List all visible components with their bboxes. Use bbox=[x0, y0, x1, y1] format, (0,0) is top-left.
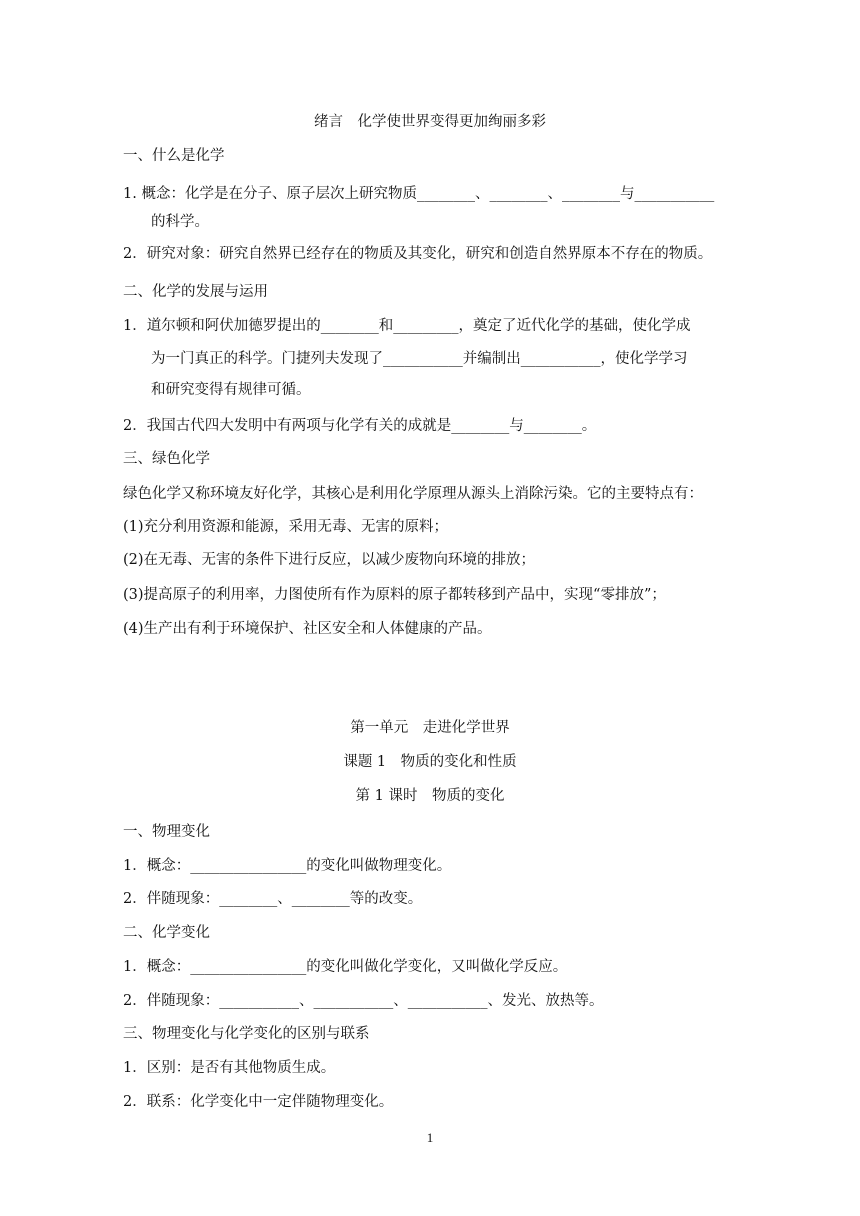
paragraph-line: 和研究变得有规律可循。 bbox=[151, 382, 311, 398]
section-heading: 一、什么是化学 bbox=[123, 148, 225, 164]
paragraph-line: (4)生产出有利于环境保护、社区安全和人体健康的产品。 bbox=[123, 621, 492, 637]
paragraph-line: 1. 概念：化学是在分子、原子层次上研究物质________、________、________与___________ bbox=[123, 186, 715, 202]
paragraph-line: 1．概念：________________的变化叫做化学变化，又叫做化学反应。 bbox=[123, 959, 568, 975]
paragraph-line: 1．概念：________________的变化叫做物理变化。 bbox=[123, 858, 452, 874]
paragraph-line: 1．道尔顿和阿伏加德罗提出的________和_________，奠定了近代化学的基础，使化学成 bbox=[123, 318, 691, 334]
paragraph-line: (2)在无毒、无害的条件下进行反应，以减少废物向环境的排放； bbox=[123, 552, 536, 568]
section-heading: 二、化学变化 bbox=[123, 925, 210, 941]
paragraph-line: (1)充分利用资源和能源，采用无毒、无害的原料； bbox=[123, 519, 449, 535]
lesson-title: 课题 1 物质的变化和性质 bbox=[343, 754, 517, 770]
page-number: 1 bbox=[426, 1130, 434, 1145]
paragraph-line: 为一门真正的科学。门捷列夫发现了___________并编制出___________，使化学学习 bbox=[151, 351, 688, 367]
period-title: 第 1 课时 物质的变化 bbox=[355, 788, 505, 804]
section-heading: 三、物理变化与化学变化的区别与联系 bbox=[123, 1026, 370, 1042]
section-heading: 三、绿色化学 bbox=[123, 451, 210, 467]
intro-title: 绪言 化学使世界变得更加绚丽多彩 bbox=[314, 114, 546, 130]
unit-title: 第一单元 走进化学世界 bbox=[350, 720, 510, 736]
section-heading: 一、物理变化 bbox=[123, 824, 210, 840]
paragraph-line: 绿色化学又称环境友好化学，其核心是利用化学原理从源头上消除污染。它的主要特点有： bbox=[123, 486, 703, 502]
paragraph-line: 2．联系：化学变化中一定伴随物理变化。 bbox=[123, 1094, 394, 1110]
paragraph-line: 的科学。 bbox=[151, 214, 209, 230]
paragraph-line: 1．区别：是否有其他物质生成。 bbox=[123, 1060, 336, 1076]
section-heading: 二、化学的发展与运用 bbox=[123, 284, 268, 300]
paragraph-line: (3)提高原子的利用率，力图使所有作为原料的原子都转移到产品中，实现“零排放”； bbox=[123, 587, 666, 603]
paragraph-line: 2．我国古代四大发明中有两项与化学有关的成就是________与________。 bbox=[123, 418, 597, 434]
paragraph-line: 2．伴随现象：___________、___________、___________、发光、放热等。 bbox=[123, 993, 604, 1009]
paragraph-line: 2．伴随现象：________、________等的改变。 bbox=[123, 891, 423, 907]
paragraph-line: 2．研究对象：研究自然界已经存在的物质及其变化，研究和创造自然界原本不存在的物质。 bbox=[123, 246, 713, 262]
